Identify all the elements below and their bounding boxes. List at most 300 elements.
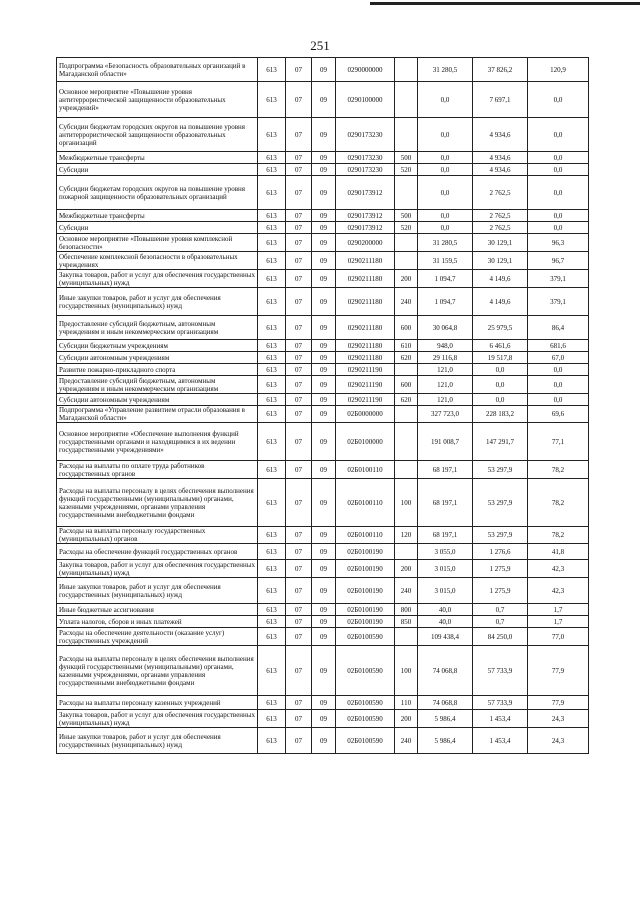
cell-csr: 02Б0100000 [336,423,395,461]
cell-pct: 1,7 [528,616,589,628]
cell-v2: 0,0 [473,394,528,406]
cell-v2: 1 453,4 [473,710,528,728]
cell-pr: 09 [312,210,336,222]
cell-vr [395,364,418,376]
cell-v1: 0,0 [418,118,473,152]
table-row [57,527,589,544]
cell-pr: 09 [312,252,336,270]
budget-table-body [57,58,589,754]
cell-name: Обеспечение комплексной безопасности в образовательных учреждениях [57,252,258,270]
table-row [57,423,589,461]
cell-name: Расходы на выплаты персоналу в целях обеспечения выполнения функций государственными (муниципальными) органами, казенными учреждениями, органами управления государственными внебюджетными фондами [57,479,258,527]
cell-ved: 613 [258,164,286,176]
cell-name: Субсидии бюджетным учреждениям [57,340,258,352]
cell-pr: 09 [312,696,336,710]
cell-vr: 200 [395,270,418,288]
cell-ved: 613 [258,376,286,394]
cell-ved: 613 [258,604,286,616]
cell-vr: 500 [395,152,418,164]
cell-pct: 77,9 [528,696,589,710]
cell-rz: 07 [286,222,312,234]
cell-v2: 147 291,7 [473,423,528,461]
cell-rz: 07 [286,604,312,616]
cell-pct: 1,7 [528,604,589,616]
cell-v2: 53 297,9 [473,479,528,527]
cell-pct: 0,0 [528,222,589,234]
cell-rz: 07 [286,82,312,118]
cell-pct: 0,0 [528,376,589,394]
cell-name: Расходы на выплаты персоналу государственных (муниципальных) органов [57,527,258,544]
cell-v1: 0,0 [418,222,473,234]
cell-rz: 07 [286,616,312,628]
cell-ved: 613 [258,710,286,728]
cell-csr: 0290211190 [336,364,395,376]
cell-name: Подпрограмма «Безопасность образовательных организаций в Магаданской области» [57,58,258,82]
cell-pr: 09 [312,461,336,479]
table-row [57,461,589,479]
cell-vr: 240 [395,728,418,754]
table-row [57,376,589,394]
cell-rz: 07 [286,527,312,544]
cell-csr: 02Б0000000 [336,406,395,423]
cell-pr: 09 [312,527,336,544]
cell-v2: 2 762,5 [473,222,528,234]
cell-v2: 0,0 [473,376,528,394]
cell-pr: 09 [312,234,336,252]
cell-v2: 0,7 [473,604,528,616]
cell-pct: 0,0 [528,118,589,152]
table-row [57,544,589,560]
cell-rz: 07 [286,560,312,578]
table-row [57,604,589,616]
cell-vr [395,58,418,82]
cell-csr: 02Б0100190 [336,578,395,604]
cell-csr: 0290211180 [336,270,395,288]
cell-pr: 09 [312,616,336,628]
cell-pct: 67,0 [528,352,589,364]
cell-v2: 1 453,4 [473,728,528,754]
cell-pct: 78,2 [528,461,589,479]
cell-v1: 191 008,7 [418,423,473,461]
cell-pct: 77,9 [528,646,589,696]
cell-csr: 02Б0100590 [336,710,395,728]
cell-ved: 613 [258,234,286,252]
cell-name: Иные закупки товаров, работ и услуг для обеспечения государственных (муниципальных) нужд [57,288,258,316]
cell-v1: 74 068,8 [418,646,473,696]
cell-csr: 0290000000 [336,58,395,82]
cell-ved: 613 [258,394,286,406]
cell-vr: 520 [395,164,418,176]
cell-vr [395,544,418,560]
cell-vr: 200 [395,560,418,578]
cell-name: Субсидии [57,164,258,176]
cell-rz: 07 [286,394,312,406]
cell-v1: 121,0 [418,394,473,406]
cell-v1: 3 015,0 [418,560,473,578]
table-row [57,340,589,352]
cell-v2: 6 461,6 [473,340,528,352]
cell-csr: 02Б0100110 [336,527,395,544]
cell-rz: 07 [286,152,312,164]
cell-v2: 30 129,1 [473,252,528,270]
cell-ved: 613 [258,406,286,423]
cell-ved: 613 [258,527,286,544]
cell-csr: 0290173912 [336,176,395,210]
cell-ved: 613 [258,364,286,376]
cell-csr: 0290200000 [336,234,395,252]
cell-v1: 29 116,8 [418,352,473,364]
cell-v2: 0,0 [473,364,528,376]
cell-vr: 600 [395,316,418,340]
cell-rz: 07 [286,646,312,696]
cell-vr [395,406,418,423]
cell-ved: 613 [258,340,286,352]
cell-csr: 02Б0100110 [336,479,395,527]
cell-vr: 240 [395,578,418,604]
cell-ved: 613 [258,176,286,210]
cell-v1: 3 055,0 [418,544,473,560]
cell-pr: 09 [312,479,336,527]
table-row [57,58,589,82]
cell-pr: 09 [312,316,336,340]
cell-v2: 19 517,8 [473,352,528,364]
cell-vr [395,252,418,270]
cell-v2: 4 934,6 [473,152,528,164]
table-row [57,222,589,234]
cell-v1: 1 094,7 [418,270,473,288]
cell-pr: 09 [312,394,336,406]
cell-pct: 379,1 [528,288,589,316]
budget-table [56,57,589,754]
cell-pct: 78,2 [528,527,589,544]
cell-v1: 40,0 [418,616,473,628]
cell-ved: 613 [258,152,286,164]
cell-csr: 0290173230 [336,164,395,176]
cell-name: Расходы на выплаты персоналу в целях обеспечения выполнения функций государственными (муниципальными) органами, казенными учреждениями, органами управления государственными внебюджетными фондами [57,646,258,696]
cell-vr: 800 [395,604,418,616]
cell-csr: 0290173912 [336,222,395,234]
cell-v1: 31 280,5 [418,58,473,82]
cell-name: Развитие пожарно-прикладного спорта [57,364,258,376]
cell-csr: 02Б0100590 [336,628,395,646]
cell-v1: 1 094,7 [418,288,473,316]
table-row [57,560,589,578]
cell-pr: 09 [312,340,336,352]
cell-rz: 07 [286,234,312,252]
cell-csr: 0290211190 [336,394,395,406]
cell-name: Субсидии автономным учреждениям [57,352,258,364]
cell-pr: 09 [312,288,336,316]
cell-vr [395,461,418,479]
cell-name: Межбюджетные трансферты [57,152,258,164]
cell-pct: 86,4 [528,316,589,340]
cell-ved: 613 [258,628,286,646]
cell-pct: 0,0 [528,364,589,376]
cell-name: Основное мероприятие «Обеспечение выполнения функций государственными органами и находящимися в их ведении государственными учреждениями» [57,423,258,461]
table-row [57,696,589,710]
cell-v1: 121,0 [418,364,473,376]
cell-ved: 613 [258,616,286,628]
table-row [57,406,589,423]
cell-ved: 613 [258,118,286,152]
cell-vr [395,176,418,210]
cell-pct: 120,9 [528,58,589,82]
cell-vr: 620 [395,394,418,406]
cell-rz: 07 [286,340,312,352]
cell-rz: 07 [286,364,312,376]
cell-pr: 09 [312,352,336,364]
cell-pr: 09 [312,82,336,118]
table-row [57,164,589,176]
table-row [57,118,589,152]
cell-name: Расходы на обеспечение деятельности (оказание услуг) государственных учреждений [57,628,258,646]
table-row [57,710,589,728]
cell-vr [395,628,418,646]
cell-rz: 07 [286,58,312,82]
table-row [57,628,589,646]
cell-name: Расходы на обеспечение функций государственных органов [57,544,258,560]
table-row [57,316,589,340]
cell-rz: 07 [286,210,312,222]
cell-name: Подпрограмма «Управление развитием отрасли образования в Магаданской области» [57,406,258,423]
cell-name: Предоставление субсидий бюджетным, автономным учреждениям и иным некоммерческим организациям [57,376,258,394]
cell-v1: 0,0 [418,210,473,222]
cell-rz: 07 [286,270,312,288]
cell-v2: 228 183,2 [473,406,528,423]
cell-name: Межбюджетные трансферты [57,210,258,222]
cell-pct: 77,0 [528,628,589,646]
cell-rz: 07 [286,176,312,210]
cell-name: Закупка товаров, работ и услуг для обеспечения государственных (муниципальных) нужд [57,270,258,288]
cell-vr: 100 [395,479,418,527]
cell-vr: 120 [395,527,418,544]
cell-vr [395,234,418,252]
cell-pr: 09 [312,728,336,754]
cell-csr: 0290173230 [336,152,395,164]
cell-pct: 379,1 [528,270,589,288]
cell-csr: 0290100000 [336,82,395,118]
cell-csr: 0290211180 [336,316,395,340]
cell-v1: 0,0 [418,176,473,210]
cell-v1: 74 068,8 [418,696,473,710]
cell-csr: 0290173912 [336,210,395,222]
cell-vr: 600 [395,376,418,394]
cell-v2: 57 733,9 [473,696,528,710]
cell-pct: 96,3 [528,234,589,252]
cell-v2: 84 250,0 [473,628,528,646]
cell-csr: 0290173230 [336,118,395,152]
table-row [57,394,589,406]
cell-name: Закупка товаров, работ и услуг для обеспечения государственных (муниципальных) нужд [57,710,258,728]
cell-pr: 09 [312,560,336,578]
cell-pr: 09 [312,164,336,176]
cell-rz: 07 [286,578,312,604]
cell-pr: 09 [312,270,336,288]
cell-rz: 07 [286,406,312,423]
cell-csr: 02Б0100190 [336,560,395,578]
cell-pr: 09 [312,544,336,560]
cell-pct: 24,3 [528,710,589,728]
cell-v1: 40,0 [418,604,473,616]
cell-ved: 613 [258,461,286,479]
cell-v1: 327 723,0 [418,406,473,423]
cell-v1: 0,0 [418,152,473,164]
table-row [57,479,589,527]
cell-rz: 07 [286,288,312,316]
table-row [57,728,589,754]
cell-rz: 07 [286,696,312,710]
table-row [57,288,589,316]
cell-v1: 5 986,4 [418,728,473,754]
cell-pct: 41,8 [528,544,589,560]
cell-v2: 0,7 [473,616,528,628]
cell-name: Закупка товаров, работ и услуг для обеспечения государственных (муниципальных) нужд [57,560,258,578]
cell-csr: 02Б0100110 [336,461,395,479]
cell-v1: 948,0 [418,340,473,352]
cell-rz: 07 [286,728,312,754]
cell-v2: 2 762,5 [473,210,528,222]
cell-v1: 121,0 [418,376,473,394]
cell-pr: 09 [312,423,336,461]
cell-v2: 4 149,6 [473,288,528,316]
cell-rz: 07 [286,461,312,479]
cell-rz: 07 [286,252,312,270]
cell-rz: 07 [286,118,312,152]
cell-csr: 0290211180 [336,340,395,352]
cell-v2: 53 297,9 [473,461,528,479]
cell-v2: 7 697,1 [473,82,528,118]
cell-v1: 31 280,5 [418,234,473,252]
cell-ved: 613 [258,288,286,316]
cell-csr: 02Б0100190 [336,616,395,628]
cell-csr: 0290211190 [336,376,395,394]
cell-name: Основное мероприятие «Повышение уровня антитеррористической защищенности образовательных учреждений» [57,82,258,118]
cell-pr: 09 [312,628,336,646]
cell-ved: 613 [258,270,286,288]
cell-name: Предоставление субсидий бюджетным, автономным учреждениям и иным некоммерческим организациям [57,316,258,340]
cell-name: Иные бюджетные ассигнования [57,604,258,616]
scan-edge-line [370,2,640,5]
cell-csr: 0290211180 [336,352,395,364]
cell-name: Расходы на выплаты персоналу казенных учреждений [57,696,258,710]
table-row [57,234,589,252]
cell-rz: 07 [286,352,312,364]
table-row [57,616,589,628]
table-row [57,176,589,210]
cell-name: Субсидии автономным учреждениям [57,394,258,406]
cell-rz: 07 [286,164,312,176]
cell-ved: 613 [258,316,286,340]
cell-pr: 09 [312,578,336,604]
cell-csr: 02Б0100190 [336,544,395,560]
cell-ved: 613 [258,728,286,754]
cell-pr: 09 [312,118,336,152]
cell-v1: 3 015,0 [418,578,473,604]
cell-vr: 850 [395,616,418,628]
page-number: 251 [310,38,330,53]
table-row [57,646,589,696]
cell-v2: 57 733,9 [473,646,528,696]
cell-csr: 02Б0100590 [336,728,395,754]
cell-pr: 09 [312,710,336,728]
cell-name: Субсидии бюджетам городских округов на повышение уровня антитеррористической защищенности образовательных организаций [57,118,258,152]
cell-csr: 0290211180 [336,252,395,270]
cell-pr: 09 [312,364,336,376]
cell-v1: 109 438,4 [418,628,473,646]
cell-ved: 613 [258,352,286,364]
cell-name: Иные закупки товаров, работ и услуг для обеспечения государственных (муниципальных) нужд [57,728,258,754]
cell-v2: 53 297,9 [473,527,528,544]
cell-csr: 02Б0100590 [336,696,395,710]
cell-pct: 0,0 [528,176,589,210]
cell-ved: 613 [258,578,286,604]
cell-csr: 02Б0100590 [336,646,395,696]
cell-pct: 0,0 [528,164,589,176]
cell-v2: 2 762,5 [473,176,528,210]
cell-v2: 1 275,9 [473,560,528,578]
cell-ved: 613 [258,82,286,118]
table-row [57,364,589,376]
cell-csr: 02Б0100190 [336,604,395,616]
cell-pct: 42,3 [528,578,589,604]
cell-pct: 0,0 [528,82,589,118]
cell-rz: 07 [286,628,312,646]
cell-pct: 681,6 [528,340,589,352]
cell-pct: 69,6 [528,406,589,423]
cell-pr: 09 [312,152,336,164]
cell-rz: 07 [286,710,312,728]
cell-v2: 4 149,6 [473,270,528,288]
cell-pct: 78,2 [528,479,589,527]
cell-v1: 31 159,5 [418,252,473,270]
cell-rz: 07 [286,376,312,394]
cell-v1: 30 064,8 [418,316,473,340]
cell-v2: 4 934,6 [473,164,528,176]
cell-vr: 110 [395,696,418,710]
cell-v2: 37 826,2 [473,58,528,82]
table-row [57,578,589,604]
cell-v2: 1 276,6 [473,544,528,560]
cell-ved: 613 [258,58,286,82]
cell-pct: 0,0 [528,152,589,164]
cell-pr: 09 [312,222,336,234]
cell-rz: 07 [286,423,312,461]
cell-ved: 613 [258,646,286,696]
cell-rz: 07 [286,316,312,340]
cell-v1: 0,0 [418,82,473,118]
cell-name: Субсидии бюджетам городских округов на повышение уровня пожарной защищенности образовательных организаций [57,176,258,210]
cell-v1: 68 197,1 [418,461,473,479]
cell-pct: 0,0 [528,210,589,222]
cell-v2: 1 275,9 [473,578,528,604]
cell-name: Расходы на выплаты по оплате труда работников государственных органов [57,461,258,479]
cell-pct: 0,0 [528,394,589,406]
cell-v1: 0,0 [418,164,473,176]
table-row [57,252,589,270]
cell-pct: 24,3 [528,728,589,754]
cell-v1: 68 197,1 [418,527,473,544]
cell-pr: 09 [312,376,336,394]
cell-vr [395,118,418,152]
cell-pr: 09 [312,646,336,696]
cell-ved: 613 [258,252,286,270]
cell-v1: 5 986,4 [418,710,473,728]
cell-vr: 500 [395,210,418,222]
cell-rz: 07 [286,544,312,560]
cell-v1: 68 197,1 [418,479,473,527]
cell-vr: 240 [395,288,418,316]
table-row [57,270,589,288]
